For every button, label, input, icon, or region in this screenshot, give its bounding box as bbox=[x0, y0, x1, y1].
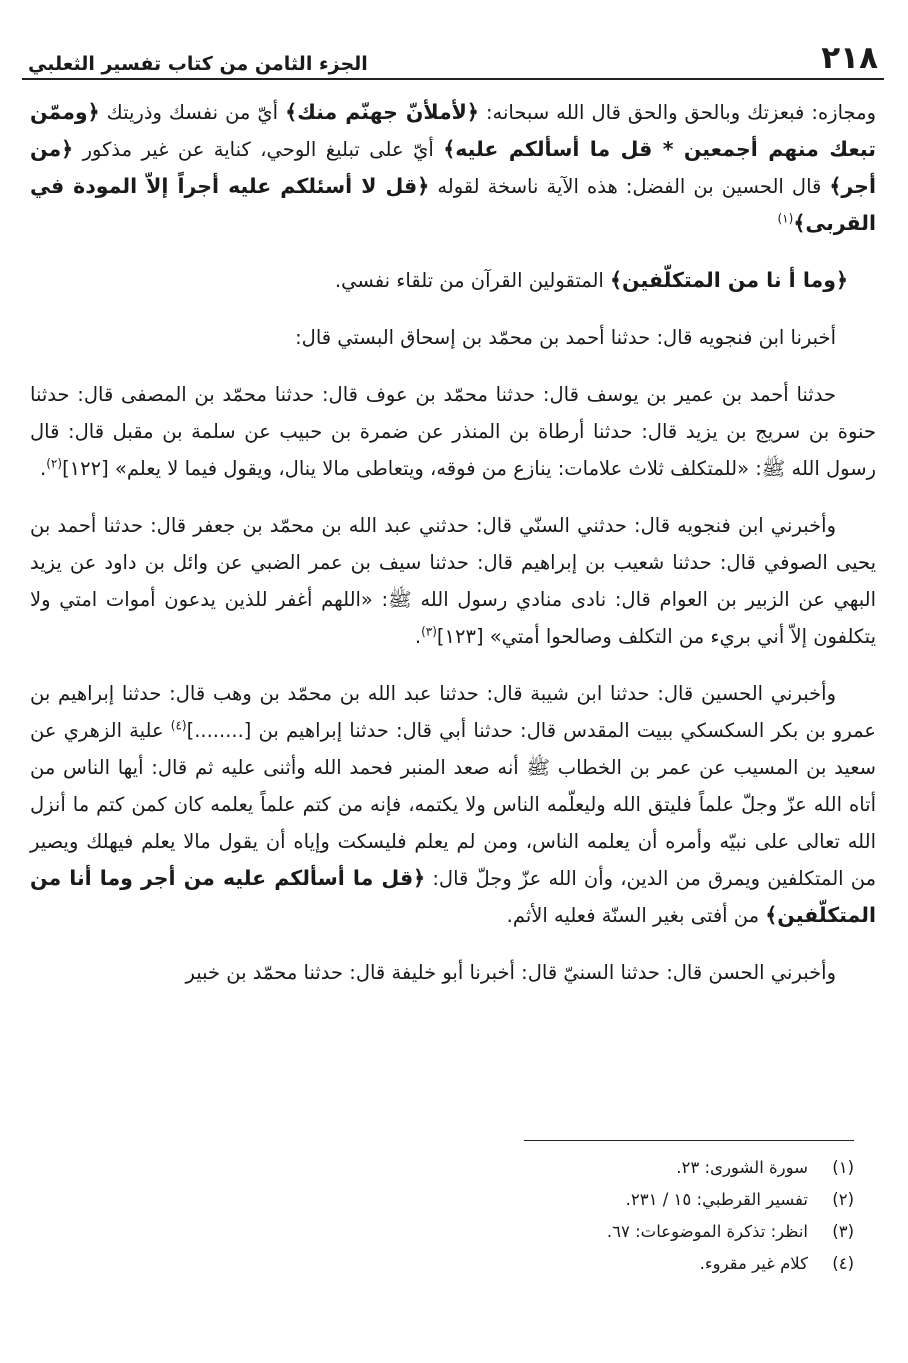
footnote-text: تفسير القرطبي: ١٥ / ٢٣١. bbox=[625, 1190, 808, 1209]
footnote-item bbox=[334, 1184, 854, 1216]
quran-quote: ﴿قل لا أسئلكم عليه أجراً إلاّ المودة في القربى﴾ bbox=[30, 174, 876, 235]
page-header bbox=[22, 22, 884, 80]
paragraph-6 bbox=[30, 675, 876, 934]
footnote-reference: (٤) bbox=[170, 718, 187, 733]
paragraph-text: قال الحسين بن الفضل: هذه الآية ناسخة لقوله bbox=[429, 175, 830, 198]
quran-quote: ﴿وما أ نا من المتكلّفين﴾ bbox=[610, 268, 848, 292]
quran-quote: ﴿وممّن تبعك منهم أجمعين * قل ما أسألكم عليه﴾ bbox=[30, 100, 877, 161]
footnotes bbox=[334, 1152, 854, 1280]
paragraph-7 bbox=[30, 954, 876, 991]
footnote-number: (٤) bbox=[832, 1254, 854, 1273]
footnote-reference: (٣) bbox=[421, 624, 437, 639]
footnote-text: سورة الشورى: ٢٣. bbox=[676, 1158, 808, 1177]
paragraph-text: من أفتى بغير السنّة فعليه الأثم. bbox=[506, 904, 766, 927]
paragraph-3 bbox=[30, 319, 876, 356]
footnote-text: انظر: تذكرة الموضوعات: ٦٧. bbox=[606, 1222, 808, 1241]
paragraph-text: وأخبرني الحسن قال: حدثنا السنيّ قال: أخبرنا أبو خليفة قال: حدثنا محمّد بن خبير bbox=[185, 961, 836, 984]
paragraph-2 bbox=[30, 262, 876, 299]
footnote-reference: (٢) bbox=[46, 456, 63, 471]
footnote-reference: (١) bbox=[777, 211, 794, 226]
quran-quote: ﴿قل ما أسألكم عليه من أجر وما أنا من المتكلّفين﴾ bbox=[30, 866, 876, 927]
quran-quote: ﴿لأملأنّ جهنّم منك﴾ bbox=[285, 100, 479, 124]
footnote-number: (٢) bbox=[832, 1190, 854, 1209]
paragraph-text: وأخبرني ابن فنجويه قال: حدثني السنّي قال: حدثني عبد الله بن محمّد بن جعفر قال: حدثنا أحمد بن يحيى الصوفي قال: حدثنا شعيب بن إبراهيم قال: حدثنا سيف بن عمر الضبي عن وائل بن داود عن يزيد البهي عن الزبير بن العوام قال: نادى منادي رسول الله ﷺ: «اللهم أغفر للذين يدعون أموات امتي ولا يتكلفون إلاّ أني بريء من التكلف وصالحوا أمتي» [١٢٣] bbox=[30, 514, 876, 648]
footnote-item bbox=[334, 1248, 854, 1280]
paragraph-5 bbox=[30, 507, 876, 655]
book-page bbox=[22, 22, 884, 1342]
footnote-number: (٣) bbox=[832, 1222, 854, 1241]
page-number: ٢١٨ bbox=[821, 40, 878, 76]
paragraph-text: أيّ على تبليغ الوحي، كناية عن غير مذكور bbox=[73, 138, 444, 161]
footnote-item bbox=[334, 1152, 854, 1184]
running-title: الجزء الثامن من كتاب تفسير الثعلبي bbox=[28, 53, 368, 75]
paragraph-text: ومجازه: فبعزتك وبالحق والحق قال الله سبحانه: bbox=[478, 101, 876, 124]
paragraph-text: أيّ من نفسك وذريتك bbox=[99, 101, 286, 124]
paragraph-1 bbox=[30, 94, 876, 242]
paragraph-text: حدثنا أحمد بن عمير بن يوسف قال: حدثنا محمّد بن عوف قال: حدثنا محمّد بن المصفى قال: حدثنا حنوة بن سريج بن يزيد قال: حدثنا أرطاة بن المنذر عن ضمرة بن حبيب عن سلمة بن مقبل قال: قال رسول الله ﷺ: «للمتكلف ثلاث علامات: ينازع من فوقه، ويتعاطى مالا ينال، ويقول فيما لا يعلم» [١٢٢] bbox=[30, 383, 876, 480]
paragraph-text: . bbox=[414, 625, 422, 648]
footnote-number: (١) bbox=[832, 1158, 854, 1177]
page-body bbox=[22, 94, 884, 991]
footnote-divider bbox=[524, 1140, 854, 1141]
paragraph-text: علية الزهري عن سعيد بن المسيب عن عمر بن الخطاب ﷺ أنه صعد المنبر فحمد الله وأثنى عليه ثم قال: أيها الناس من أتاه الله عزّ وجلّ علماً فليتق الله وليعلّمه الناس ولا يكتمه، فإنه من كتم علماً يعلمه كان كمن كتم ما أنزل الله تعالى على نبيّه وأمره أن يعلمه الناس، ومن لم يعلم فليسكت وإياه أن يقول مالا يعلم فيهلك ويصير من المتكلفين ويمرق من الدين، وأن الله عزّ وجلّ قال: bbox=[30, 719, 877, 890]
paragraph-text: . bbox=[40, 457, 47, 480]
footnote-text: كلام غير مقروء. bbox=[699, 1254, 808, 1273]
paragraph-text: وأخبرني الحسين قال: حدثنا ابن شيبة قال: حدثنا عبد الله بن محمّد بن وهب قال: حدثنا إبراهيم بن عمرو بن بكر السكسكي ببيت المقدس قال: حدثنا أبي قال: حدثنا إبراهيم بن [........] bbox=[30, 682, 876, 742]
paragraph-text: أخبرنا ابن فنجويه قال: حدثنا أحمد بن محمّد بن إسحاق البستي قال: bbox=[295, 326, 836, 349]
paragraph-text: المتقولين القرآن من تلقاء نفسي. bbox=[334, 269, 611, 292]
footnote-item bbox=[334, 1216, 854, 1248]
paragraph-4 bbox=[30, 376, 876, 487]
quran-quote: ﴿من أجر﴾ bbox=[30, 137, 876, 198]
